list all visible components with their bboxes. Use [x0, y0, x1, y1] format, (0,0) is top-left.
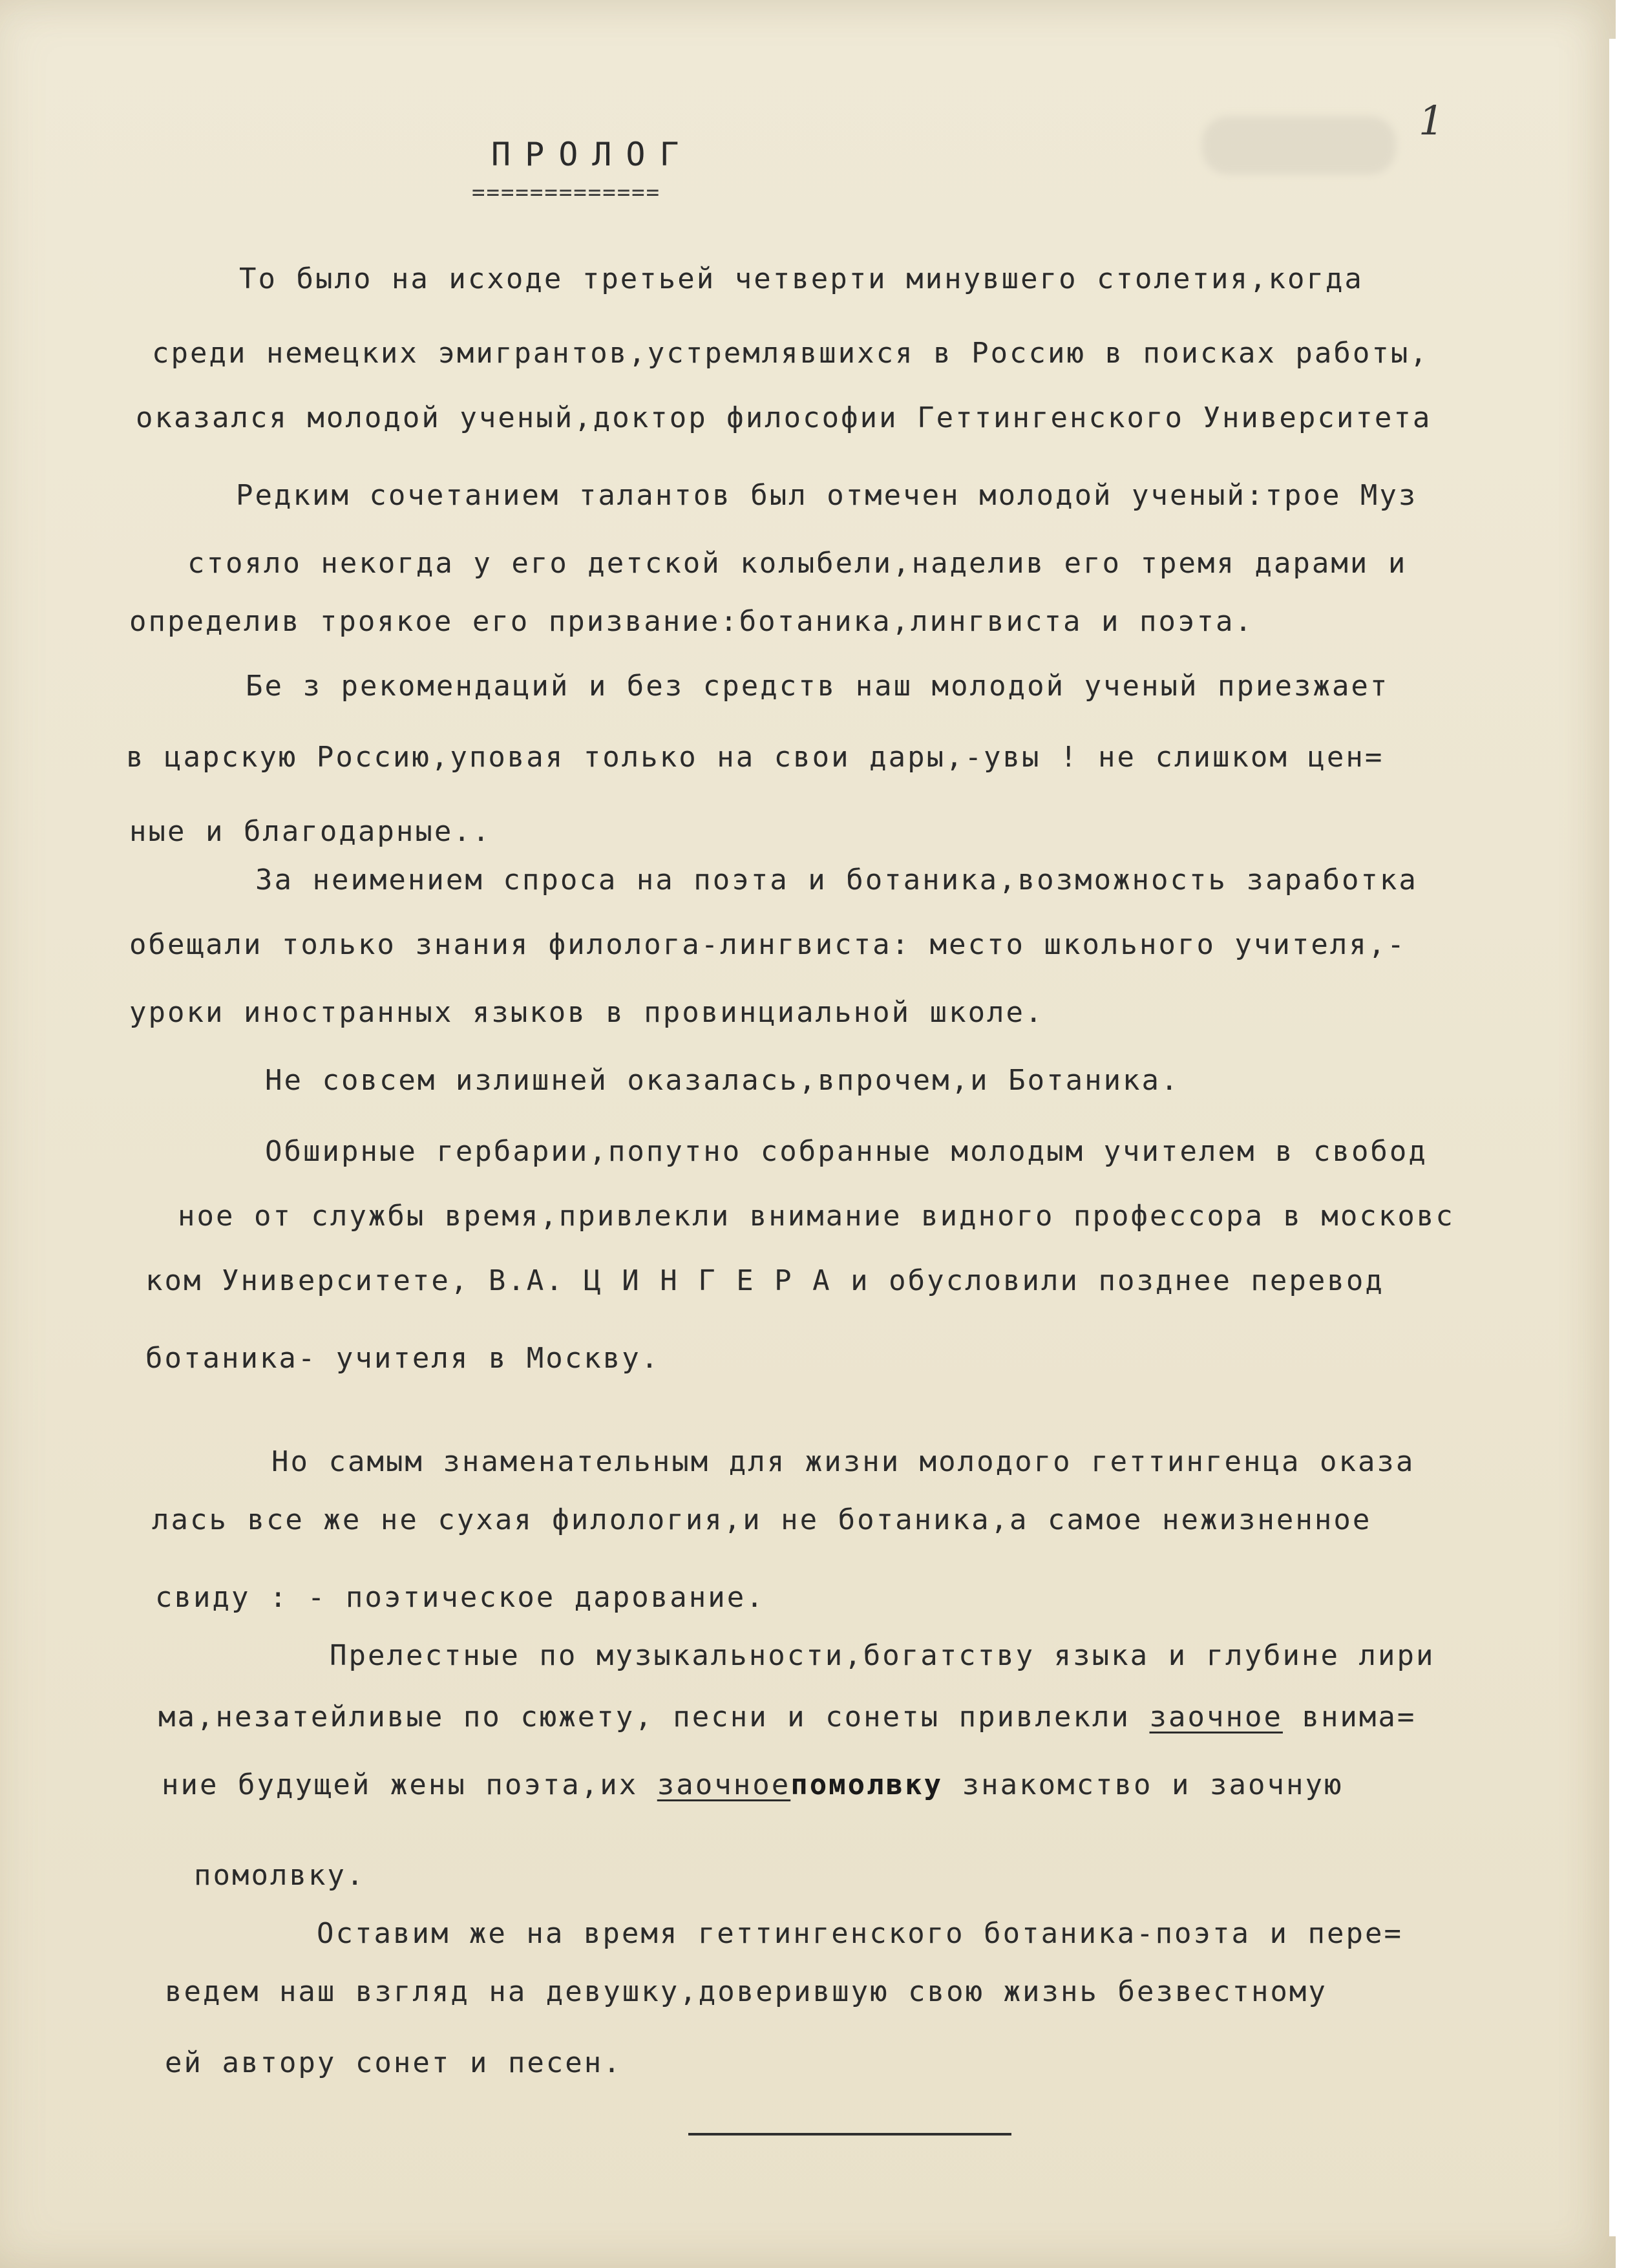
- text-line: лась все же не сухая филология,и не ботаника,а самое нежизненное: [152, 1503, 1372, 1536]
- text-line: стояло некогда у его детской колыбели,наделив его тремя дарами и: [187, 547, 1408, 580]
- title-underline: =============: [472, 180, 661, 206]
- line-text: ние будущей жены поэта,их: [162, 1768, 639, 1801]
- text-line: ботаника- учителя в Москву.: [145, 1342, 660, 1375]
- text-line: Но самым знаменательным для жизни молодого геттингенца оказа: [271, 1445, 1415, 1478]
- text-line: [162, 1768, 1344, 1801]
- text-line: Оставим же на время геттингенского ботаника-поэта и пере=: [317, 1917, 1403, 1950]
- line-text: ма,незатейливые по сюжету, песни и сонеты привлекли: [158, 1701, 1131, 1733]
- text-line: То было на исходе третьей четверти минувшего столетия,когда: [239, 262, 1364, 295]
- underlined-word: заочное: [657, 1768, 791, 1801]
- text-line: свиду : - поэтическое дарование.: [155, 1581, 765, 1614]
- text-line: Прелестные по музыкальности,богатству языка и глубине лири: [330, 1639, 1435, 1672]
- text-line: ведем наш взгляд на девушку,доверившую свою жизнь безвестному: [165, 1975, 1327, 2008]
- text-line: обещали только знания филолога-лингвиста: место школьного учителя,-: [129, 928, 1406, 961]
- text-line: ей автору сонет и песен.: [165, 2046, 622, 2079]
- text-line: в царскую Россию,уповая только на свои дары,-увы ! не слишком цен=: [126, 741, 1384, 774]
- text-line: Обширные гербарии,попутно собранные молодым учителем в свобод: [265, 1135, 1428, 1168]
- overtyped-word: помолвку: [790, 1768, 944, 1801]
- text-line: Бе з рекомендаций и без средств наш молодой ученый приезжает: [246, 670, 1389, 703]
- document-title: ПРОЛОГ: [491, 136, 693, 173]
- closing-rule: [688, 2133, 1011, 2136]
- text-line: ком Университете, В.А. Ц И Н Г Е Р А и обусловили позднее перевод: [145, 1264, 1384, 1297]
- page-edge: [1609, 39, 1648, 2236]
- line-text: внима=: [1302, 1701, 1417, 1733]
- text-line: определив троякое его призвание:ботаника,лингвиста и поэта.: [129, 605, 1254, 638]
- text-line: [158, 1703, 1416, 1732]
- text-line: оказался молодой ученый,доктор философии Геттингенского Университета: [136, 401, 1432, 434]
- text-line: ное от службы время,привлекли внимание видного профессора в московс: [178, 1200, 1455, 1233]
- text-line: среди немецких эмигрантов,устремлявшихся в Россию в поисках работы,: [152, 337, 1429, 370]
- text-line: уроки иностранных языков в провинциальной школе.: [129, 996, 1044, 1029]
- text-line: За неимением спроса на поэта и ботаника,возможность заработка: [255, 864, 1418, 896]
- text-line: Редким сочетанием талантов был отмечен молодой ученый:трое Муз: [236, 479, 1418, 512]
- underlined-word: заочное: [1149, 1701, 1283, 1733]
- text-line: ные и благодарные..: [129, 815, 492, 848]
- page-number: 1: [1419, 97, 1444, 144]
- stamp-smudge: [1202, 116, 1396, 175]
- text-line: Не совсем излишней оказалась,впрочем,и Ботаника.: [265, 1064, 1180, 1097]
- line-text: знакомство и заочную: [962, 1768, 1344, 1801]
- text-line: помолвку.: [194, 1859, 366, 1892]
